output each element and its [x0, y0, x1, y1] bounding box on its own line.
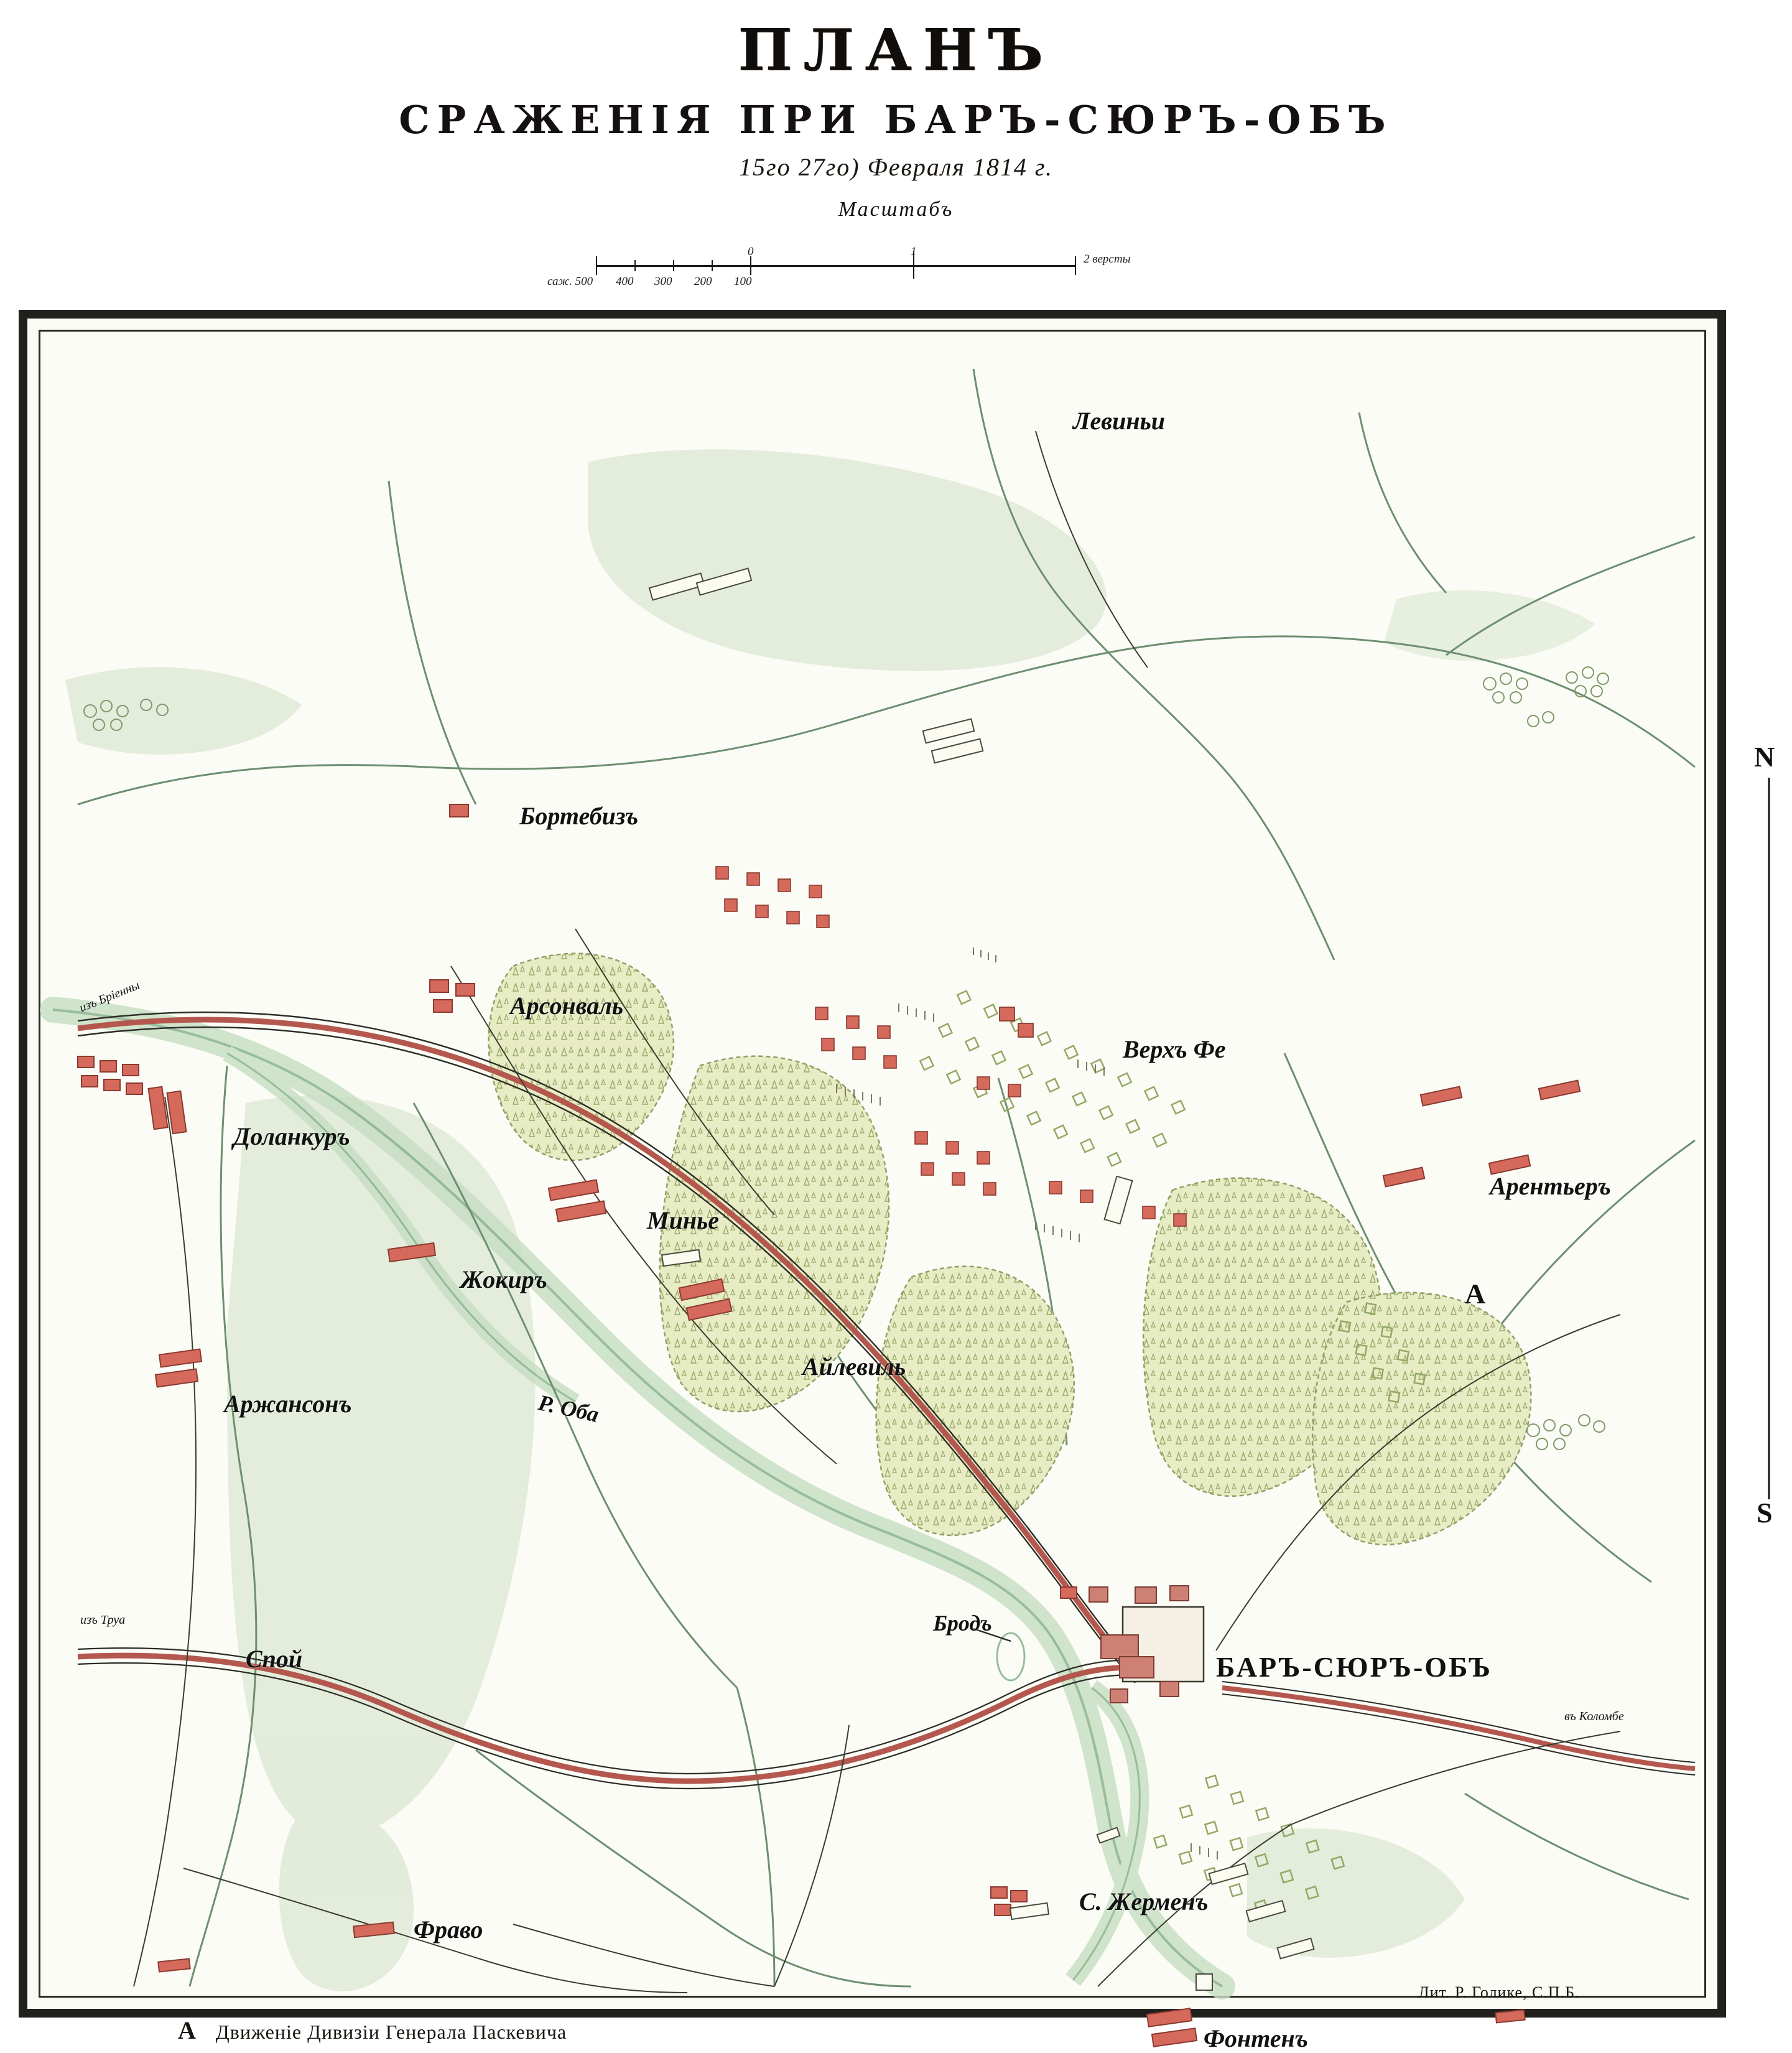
map-label-road-troyes: изъ Труа — [80, 1613, 126, 1627]
map-label-dolankur: Доланкуръ — [233, 1122, 350, 1150]
compass-south: S — [1757, 1497, 1773, 1529]
map-label-river-aube: Р. Оба — [536, 1390, 601, 1427]
compass-north: N — [1754, 741, 1775, 773]
page-subtitle: СРАЖЕНІЯ ПРИ БАРЪ-СЮРЪ-ОБЪ — [399, 97, 1393, 142]
scale-tick — [750, 256, 751, 275]
map-label-bar-sur-aube: БАРЪ-СЮРЪ-ОБЪ — [1216, 1651, 1492, 1683]
scale-label-tick-100: 100 — [734, 275, 752, 288]
map-label-arentier: Арентьеръ — [1490, 1172, 1611, 1200]
map-label-fonten: Фонтенъ — [1204, 2024, 1308, 2052]
map-label-road-colombey: въ Коломбе — [1564, 1710, 1624, 1723]
scale-tick — [1075, 256, 1076, 275]
map-label-spoy: Спой — [246, 1645, 303, 1673]
scale-tick — [673, 260, 674, 271]
map-label-bortebiz: Бортебизъ — [519, 802, 639, 830]
legend-key: A — [178, 2016, 197, 2044]
map-label-aileville: Айлевиль — [802, 1352, 906, 1380]
map-label-zhokir: Жокиръ — [460, 1265, 547, 1293]
map-label-levigny: Левиньи — [1073, 407, 1166, 435]
scale-label-tick-300: 300 — [654, 275, 672, 288]
printer-credit: Лит. Р. Голике, С.П.Б. — [1418, 1983, 1580, 2001]
scale-label-left: саж. 500 — [547, 275, 593, 288]
scale-label-one: 1 — [911, 245, 917, 258]
map-label-arsonval: Арсонваль — [510, 992, 624, 1020]
scale-tick — [712, 260, 713, 271]
map-label-arzhanson: Аржансонъ — [224, 1390, 352, 1418]
scale-label-zero: 0 — [748, 245, 754, 258]
map-label-brod: Бродъ — [933, 1611, 992, 1636]
map-label-s-zhermen: С. Жерменъ — [1079, 1888, 1209, 1916]
map-label-minye: Минье — [647, 1206, 720, 1234]
battle-date: 15го 27го) Февраля 1814 г. — [739, 153, 1053, 181]
scale-caption: Масштабъ — [838, 198, 954, 221]
legend-text: Движеніе Дивизіи Генерала Паскевича — [215, 2021, 567, 2043]
legend — [178, 2016, 567, 2045]
map-label-fravo: Фраво — [414, 1916, 483, 1944]
title-block — [0, 0, 1792, 221]
scale-bar-line — [596, 265, 1075, 267]
scale-bar — [547, 245, 1169, 288]
map-label-road-brienne: изъ Бріенны — [77, 978, 142, 1015]
scale-tick — [634, 260, 636, 271]
map-label-verkh-fe: Верхъ Фе — [1123, 1035, 1226, 1063]
map-graphics — [40, 332, 1703, 1995]
scale-label-right: 2 версты — [1084, 253, 1131, 266]
map-label-movement-a: A — [1465, 1278, 1486, 1310]
compass-axis-icon — [1764, 778, 1774, 1499]
scale-label-tick-400: 400 — [616, 275, 634, 288]
scale-tick — [596, 256, 597, 275]
page-title: ПЛАНЪ — [738, 16, 1054, 83]
scale-label-tick-200: 200 — [694, 275, 712, 288]
